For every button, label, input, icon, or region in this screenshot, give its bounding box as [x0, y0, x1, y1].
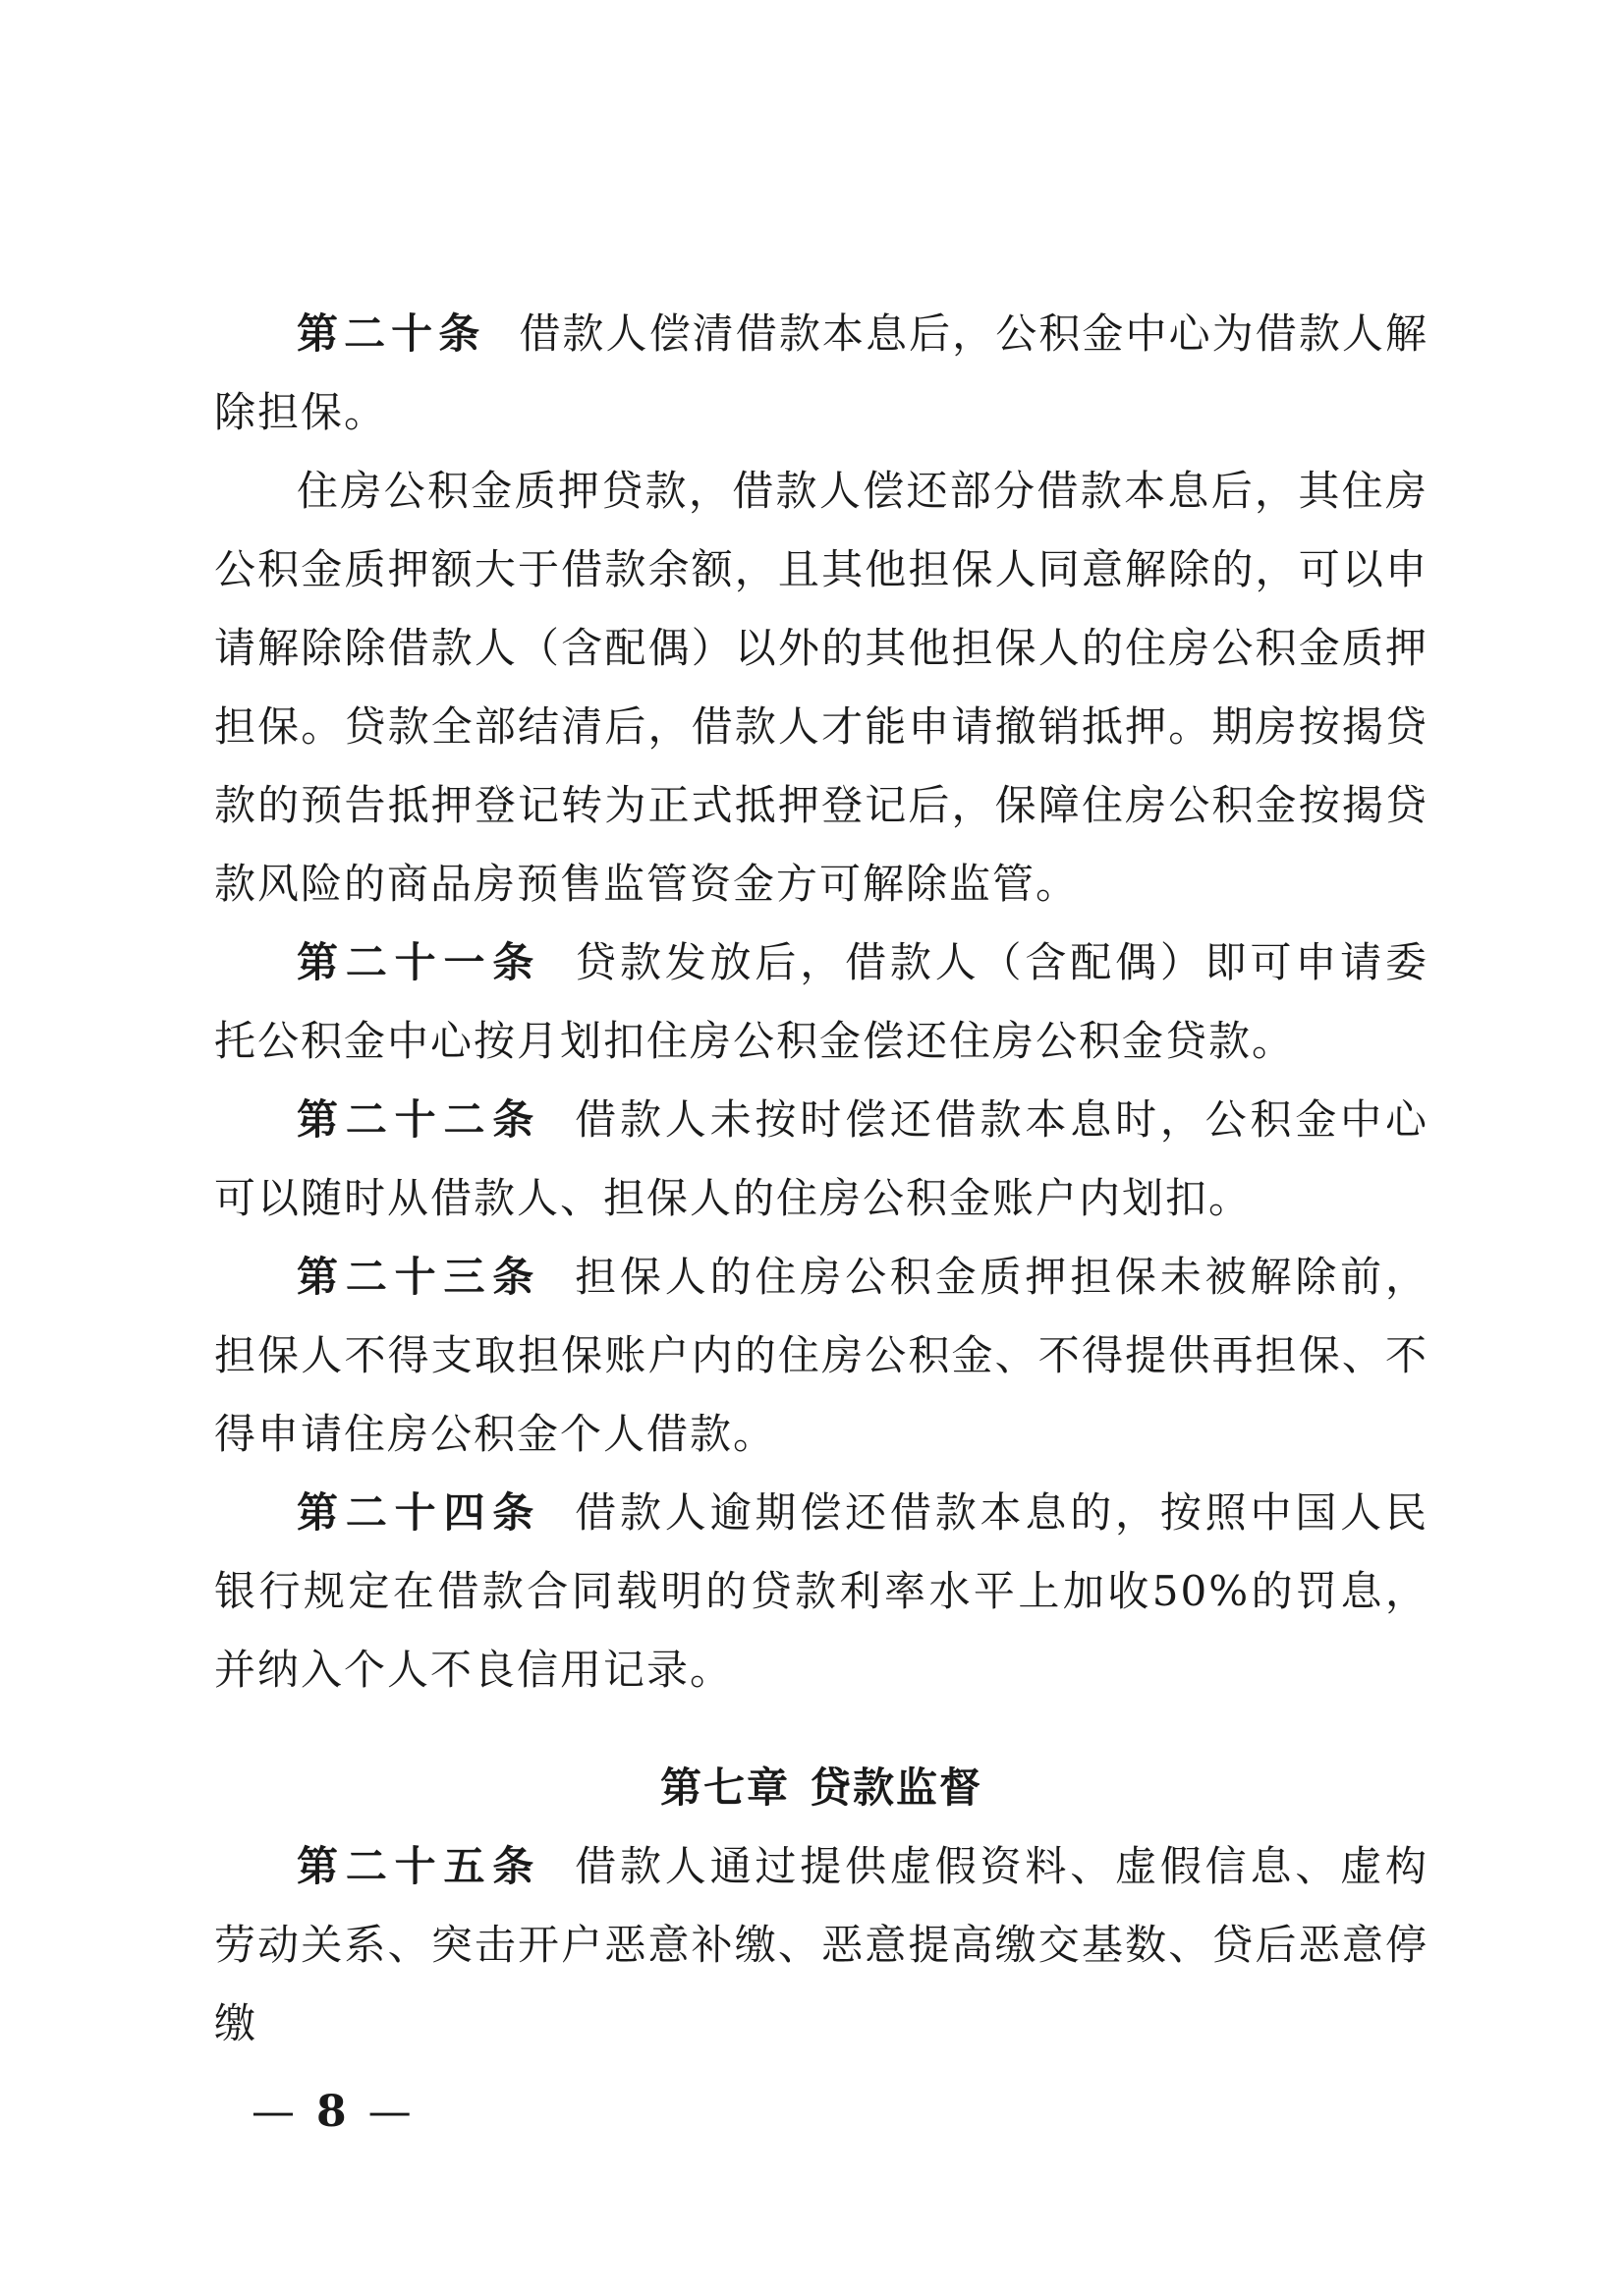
- chapter-number: 第七章: [659, 1763, 790, 1812]
- footer-dash-left: —: [252, 2087, 299, 2137]
- article-20-paragraph-2: 住房公积金质押贷款，借款人偿还部分借款本息后，其住房公积金质押额大于借款余额，且其他担保人同意解除的，可以申请解除除借款人（含配偶）以外的其他担保人的住房公积金质押担保。贷款全部结清后，借款人才能申请撤销抵押。期房按揭贷款的预告抵押登记转为正式抵押登记后，保障住房公积金按揭贷款风险的商品房预售监管资金方可解除监管。: [214, 467, 1428, 908]
- article-text: 贷款发放后，借款人（含配偶）即可申请委托公积金中心按月划扣住房公积金偿还住房公积金贷款。: [214, 938, 1428, 1065]
- page-number: 8: [316, 2087, 351, 2137]
- chapter-heading: [214, 1749, 1428, 1827]
- article-text: 担保人的住房公积金质押担保未被解除前，担保人不得支取担保账户内的住房公积金、不得提供再担保、不得申请住房公积金个人借款。: [214, 1253, 1428, 1458]
- article-heading: 第二十二条: [297, 1095, 542, 1144]
- article-heading: 第二十一条: [297, 938, 542, 986]
- article-22: [214, 1081, 1428, 1238]
- article-text: 借款人未按时偿还借款本息时，公积金中心可以随时从借款人、担保人的住房公积金账户内划扣。: [214, 1095, 1428, 1222]
- article-20: [214, 295, 1428, 452]
- article-heading: 第二十四条: [297, 1488, 542, 1537]
- footer-dash-right: —: [367, 2087, 416, 2137]
- article-text: 借款人逾期偿还借款本息的，按照中国人民银行规定在借款合同载明的贷款利率水平上加收50%的罚息，并纳入个人不良信用记录。: [214, 1488, 1428, 1694]
- page-footer: [252, 2083, 416, 2142]
- document-body: [214, 295, 1428, 2063]
- article-heading: 第二十条: [297, 309, 486, 358]
- article-24: [214, 1474, 1428, 1709]
- article-text: 借款人偿清借款本息后，公积金中心为借款人解除担保。: [214, 309, 1428, 436]
- article-heading: 第二十五条: [297, 1842, 542, 1890]
- article-heading: 第二十三条: [297, 1253, 542, 1301]
- chapter-title: 贷款监督: [810, 1763, 983, 1812]
- article-21: [214, 924, 1428, 1081]
- article-text: 借款人通过提供虚假资料、虚假信息、虚构劳动关系、突击开户恶意补缴、恶意提高缴交基数、贷后恶意停缴: [214, 1842, 1428, 2047]
- article-25: [214, 1827, 1428, 2063]
- article-23: [214, 1238, 1428, 1474]
